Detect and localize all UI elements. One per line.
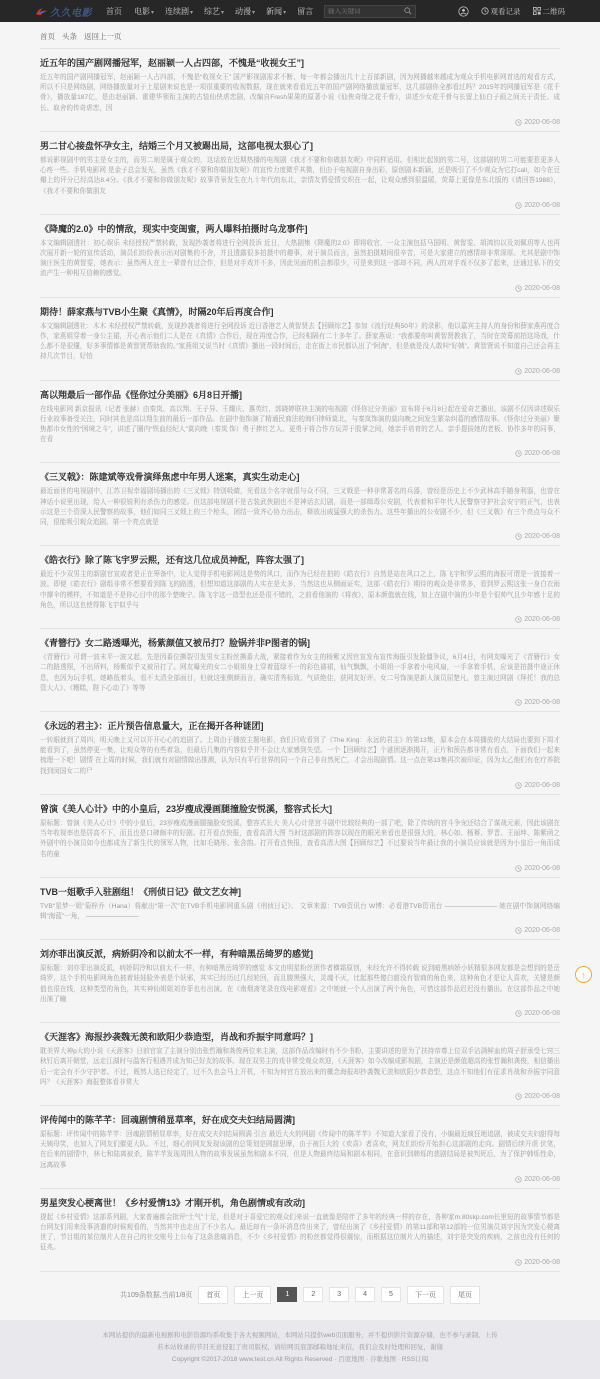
chevron-down-icon: ▾	[221, 9, 225, 16]
clock-icon	[515, 202, 522, 209]
qrcode-icon	[533, 7, 541, 15]
article-item	[40, 546, 560, 629]
article-title-link[interactable]: 《天涯客》海报抄袭魏无羡和欧阳少恭造型，肖战和乔振宇同意吗？]	[40, 1032, 313, 1043]
article-title-link[interactable]: 男二甘心接盘怀孕女主，结婚三个月又被踢出局，这部电视太狠心了]	[40, 140, 313, 151]
article-date	[40, 865, 560, 872]
article-title-link[interactable]: 刘亦菲出演反派，病娇阴冷和以前太不一样，有种暗黑岳绮罗的感觉]	[40, 949, 313, 960]
article-excerpt: 都说影视剧中的男主是女主的，而男二则是属于观众的，这话放在近期热播的电视剧《我才不要和你做朋友呢》中同样适用。但相比起别的男二号，这部剧的男二可能要惹更多人心疼一些。手机电影网 是金子总会发光，虽然《我才不要和你做朋友呢》的宣传力度微乎其微，但由于电视剧自身出彩，原创剧本新颖，还是吸引了不少观众为它打call，如今在豆瓣上的评分已经高达8.4分。《我才不要和你做朋友呢》故事背景发生在九十年代的东北，亲情友情爱情交织在一起，让观众感到很温暖，荧幕上更像是东北版的《请回答1988》，《我才不要和你做朋友	[40, 156, 560, 195]
article-date	[40, 119, 560, 126]
article-date-text: 2020-06-08	[524, 864, 560, 872]
article-title-link[interactable]: 《降魔的2.0》中的情敌，现实中变闺蜜，两人曝料拍摄时乌龙事件]	[40, 223, 308, 234]
footer-line: 本网站提供的最新电视剧和电影资源均系收集于各大视频网站，本网站只提供web页面服务，并不提供影片资源存储，也不参与录制、上传	[102, 1331, 498, 1339]
article-title-link[interactable]: 《三叉戟》：陈建斌等戏骨演绎焦虑中年男人迷案，真实生动走心]	[40, 472, 300, 483]
pagination-pages	[277, 1287, 401, 1302]
article-list	[40, 49, 560, 1272]
article-date	[40, 1259, 560, 1266]
pagination-page-button[interactable]: 5	[381, 1287, 401, 1302]
pagination-summary: 共109条数据,当前1/8页	[120, 1291, 193, 1299]
chevron-down-icon: ▾	[283, 9, 287, 16]
nav-item[interactable]: 留言	[297, 6, 314, 16]
article-title-link[interactable]: 曾演《美人心计》中的小皇后，23岁瘦成漫画腿撞脸安悦溪，整容式长大]	[40, 803, 333, 814]
article-item	[40, 712, 560, 795]
article-date-text: 2020-06-08	[524, 1010, 560, 1018]
article-date-text: 2020-06-08	[524, 1092, 560, 1100]
breadcrumb-item[interactable]: 头条	[62, 32, 77, 41]
breadcrumb-item[interactable]: 首页	[40, 32, 55, 41]
article-title-link[interactable]: 《皓衣行》除了陈飞宇罗云熙，还有这几位成员神配，阵容太强了]	[40, 555, 304, 566]
site-logo[interactable]	[35, 4, 92, 19]
nav-item[interactable]: 电影▾	[134, 6, 155, 16]
article-excerpt: 本文编辑剧透社：木木 未经授权严禁转载，发现抄袭者将进行全网投诉 近日香港艺人黄智贤去【回顾综艺】参加《流行经典50年》的录影，他以嘉宾主持人的身份和薛家燕再度合作，家燕姐穿着一身公主裙，开心表示他们二人是在《真情》合作后，现在再度合作，已经相隔有二十多年了。薛家燕说：“我都要你叫黄智贤教我了，当时在荧幕前拍这场戏，什么都不是很懂，好多事情都是黄智贤帮助我的。”家燕姐又说当时《真情》播出一段时间后，走在街上市民都认出了“阿海”，但是就是没人敢叫“好姨”。黄智贤说不知道自己还会再主持几次节目，好怕	[40, 322, 560, 361]
article-date	[40, 202, 560, 209]
article-date-text: 2020-06-08	[524, 450, 560, 458]
back-to-top-button[interactable]	[575, 966, 592, 983]
footer-line: Copyright ©2017-2018 www.test.cn All Rights Reserved · 百度地图 · 谷歌地图 · RSS订阅	[171, 1356, 429, 1364]
chevron-down-icon: ▾	[252, 9, 256, 16]
article-title-link[interactable]: 近五年的国产剧网播冠军，赵丽颖一人占四部，不愧是“收视女王”]	[40, 58, 304, 68]
article-title-link[interactable]: 《永远的君主》：正片预告信息量大，正在揭开各种谜团]	[40, 721, 264, 731]
article-item	[40, 132, 560, 215]
article-excerpt: 耽美界大神p大的小说《天涯客》日前官宣了主演分别由张哲瀚和龚俊两位来主演，这部作品改编时有不少书粉，主要讲述的是为了扶持帝尊上位双手沾满鲜血的周子舒承受七窍三秋钉后离开朝堂，远走江湖时与温客行相遇并成为知己好友的故事。现在双男主的戏非常受观众欢迎，《天涯客》如今改编成影视剧，主演还是颜值超高的张哲瀚和龚俊，相信播出后一定会有不少守护者。不过，既然人选已经定了，过不久也会马上开机，不知为何官方放出来的概念海报却抄袭魏无羡和欧阳少恭造型，这点不知他们有征求肖战和乔振宇同意吗？《天涯客》海报整体看非常大	[40, 1048, 560, 1086]
nav-item[interactable]: 新闻▾	[266, 6, 287, 16]
article-date-text: 2020-06-08	[524, 1175, 560, 1183]
article-date	[40, 699, 560, 706]
logo-swoosh-icon	[35, 7, 48, 16]
nav-item[interactable]: 综艺▾	[204, 6, 225, 16]
pagination-next-button[interactable]: 下一页	[407, 1286, 444, 1304]
article-item	[40, 878, 560, 940]
article-date	[40, 1010, 560, 1017]
article-excerpt: TVB“星梦一姐”菊梓乔（Hana）将献出“第一次”在TVB手机电影网重头剧《刑侦日记》、 文章来源：TVB资讯台 W博：必看港TVB资讯台 ———————— 她在剧中饰演网络编辑“海蓝”一角， ————————	[40, 902, 560, 920]
article-excerpt: 本文编辑剧透社：初心娱乐 未经授权严禁转载，发现抄袭者将进行全网投诉 近日，大热剧集《降魔的2.0》即将收官，一众主演包括马国明、黄智雯、胡鸿钧以及刘佩玥等人也再次展开新一轮的宣传活动，演员们纷纷表示出对剧集的不舍，并且透露很多拍摄中的趣事，对于演员而言，虽然拍摄期间很辛苦，可是大家建立的感情却非常深厚。尤其是剧中饰演庄医生的黄智雯，她表示：虽然两人在上一辈曾有过合作，但是对手戏并不多，因此见面的机会都很少，可是来到这一部却不同，两人的对手戏不仅多了起来，还通过私下的交流产生一种相互信赖的感觉。	[40, 239, 560, 278]
article-date	[40, 927, 560, 934]
clock-icon	[515, 1259, 522, 1266]
user-icon[interactable]	[458, 6, 469, 17]
article-item	[40, 1023, 560, 1106]
nav-item[interactable]: 首页	[106, 6, 122, 16]
site-footer	[0, 1320, 600, 1379]
clock-icon	[515, 450, 522, 457]
clock-icon	[515, 119, 522, 126]
article-date-text: 2020-06-08	[524, 367, 560, 375]
logo-text: 久久电影	[50, 7, 92, 19]
article-excerpt: 最近不少双男主的新剧官宣或者是正在筹备中，让人觉得手机电影网这是势的风口，而作为已经在拍的《皓衣行》自然是站在风口之上，陈飞宇和罗云熙的海报可谓是一波接着一波。即便《皓衣行》剧组非常不想要看到陈飞的路透，但想知道这部剧的人实在是太多，当然这也从侧面证实，这部《皓衣行》期待的观众是非常多，看到罗云熙这张一身白衣雨中撑伞的模样，不知道是不是你心目中的那个楚晚宁。陈飞宇这一造型也还是很不错的，之前看他演的《将夜》，原本颜值就在线，加上在剧中演的少年是个很帅气且少年感十足的角色，所以这也使得陈飞宇似乎与	[40, 571, 560, 609]
article-date	[40, 368, 560, 375]
article-item	[40, 298, 560, 381]
article-item	[40, 463, 560, 546]
clock-icon	[515, 616, 522, 623]
article-excerpt: 最近面世的电视剧中，江苏卫视幸福剧场播出的《三叉戟》特别吸睛，光看这个名字就很与众不同，三叉戟是一种非常著名的兵器，曾经是历史上不少武林高手随身利器，也曾在神话小说里出现，给人一种很锐利有杀伤力的感觉。但这部电视剧不是古装武侠剧也不是神话玄幻剧，而是一部缉毒公安剧，代表着和平年代人民警察守护社会安宁的正气，也表示这是三个资深人民警察的故事，他们如同三叉戟上的三个枪头，团结一致齐心协力出击，释放出威猛强大的杀伤力。这些年播出的公安剧不少，但《三叉戟》有三个亮点与众不同，很能吸引观众追剧。第一个亮点就是	[40, 488, 560, 527]
nav-item[interactable]: 动漫▾	[235, 6, 256, 16]
article-item	[40, 215, 560, 298]
clock-icon	[515, 285, 522, 292]
article-item	[40, 1106, 560, 1189]
arrow-up-icon: ↑	[581, 969, 586, 980]
main-content	[40, 22, 560, 1320]
article-date-text: 2020-06-08	[524, 699, 560, 706]
clock-icon	[515, 1176, 522, 1183]
breadcrumb-item[interactable]: 返回上一页	[84, 32, 122, 41]
pagination-prev-button[interactable]: 上一页	[234, 1286, 271, 1304]
article-excerpt: 在线电影网 新京报讯（记者 张赫）由秦岚、高以翔、王子异、王耀庆、惠英红、郭晓婷联袂主演的电视剧《怪你过分美丽》宣布将于6月8日起在爱奇艺播出，该剧不仅因讲述娱乐行业故事备受关注，同时其也是高以翔生前的最后一部作品。在剧中他饰演了精通民商法的海归律师莫北，与秦岚饰演的莫向晚之间发生繁杂纠葛的感情故事。《怪你过分美丽》聚焦都市女性的“困境之斗”，讲述了圈内“铁血经纪人”莫向晚（秦岚 饰）勇于捧红艺人、更勇于将合作方玩弄于股掌之间，她亲手培育的艺人、亲手提拔她的老板、协作多年的同事，在看	[40, 405, 560, 444]
article-item	[40, 49, 560, 132]
article-item	[40, 940, 560, 1023]
article-date	[40, 616, 560, 623]
article-excerpt: 原标题：评传闻中的陈芊芊：回魂剧情稍显草率，好在成交夫妇结局圆满 引言 最近大火的网剧《传闻中的陈芊芊》不知道大家看了没有，小编最近疯狂地追剧，被成交夫妇甜得每天姨母笑，也加入了网友们催更大队。不过，细心的网友发现该剧的总策划是圆甜思摩，由于被巨大的《欢喜》者喜欢，网友们纷纷开始担心这部剧的走向。剧情后续开虐 伏笔，在后来的剧情中，林七和陆离被杀，陈芊芊发现周围人物的故事发展虽然和剧本不同，但是人物最终结局和剧本相同，在意识到韩烁的悲剧结局是被判死后，为了保护韩烁性命，远离故事	[40, 1130, 560, 1169]
article-date	[40, 450, 560, 457]
main-nav	[106, 6, 314, 17]
article-date	[40, 1093, 560, 1100]
article-item	[40, 795, 560, 878]
pagination	[40, 1272, 560, 1320]
search-box	[324, 5, 416, 18]
pagination-page-button[interactable]: 1	[277, 1287, 297, 1302]
pagination-page-button[interactable]: 4	[355, 1287, 375, 1302]
clock-icon	[515, 368, 522, 375]
article-date-text: 2020-06-08	[524, 1258, 560, 1266]
article-excerpt: 一转眼就到了周四，明天晚上又可以开开心心的追剧了。上周由于播放主题电影，我们只收看到了《The King：永远的君主》的第13集，原本会在本周播放的大结局也要到下周才能看到了，虽然停更一集，让观众等的有些着急，但最后几集的内容似乎并不会让大家感到失望。一个【回顾综艺】个谜团逐渐揭开，正片和预告都非常有看点，下面我们一起来梳理一下吧！剧情 在上周的时候，我们就有对剧情做出推测，认为只有平行世界的同一个自己非自然死亡，才会出现剧情。这一点在第13集再次被印证，因为太乙他们有在疗养院找到闵国女二的尸	[40, 737, 560, 775]
pagination-page-button[interactable]: 2	[303, 1287, 323, 1302]
article-title-link[interactable]: 《青簪行》女二路透曝光，杨紫颜值又被吊打？脸锅并非P图者的锅]	[40, 638, 311, 649]
article-title-link[interactable]: TVB一姐歌手入驻剧组！《刑侦日记》做文艺女神]	[40, 886, 241, 897]
chevron-down-icon: ▾	[190, 9, 194, 16]
footer-line: 若本站收录的节目无意侵犯了贵司版权，请给网页底部邮箱地址来信，我们会及时处理和回复，谢谢	[157, 1344, 443, 1352]
article-excerpt: 原标题：刘亦菲出演反派，病娇阴冷和以前太不一样，有种暗黑岳绮罗的感觉 本文由明星粉丝团作者横霜原创，未经允许不得转载 说到暗黑病娇小妖精很多网友都是会想到的是岳绮罗，这个手机电影网角色披着娃娃脸外表是个妖邪，其实已经历过几经轮回，而且腹黑强大，灵魂不灭，比起那些傻白甜没有智商的角色来，这种角色才是让人喜欢，关键是颜值也很在线，这种类型的角色，其实神仙姐姐刘亦菲也有出演。在《南烟斋笔录在线电影观看》之中她就一个人出演了两个角色，可惜这部作品迟迟没有播出。在这部作品之中她出演了瞳	[40, 965, 560, 1003]
article-item	[40, 381, 560, 464]
article-date-text: 2020-06-08	[524, 927, 560, 935]
article-date	[40, 285, 560, 292]
breadcrumb	[40, 22, 560, 49]
article-excerpt: 《青簪行》可谓一波未平一波又起，先是因番位撕裂引发男女主粉丝撕番大战，紧接着作为女主的杨紫又因官宣发布宣传海报引发脸僵争议，6月4日，有网友曝光了《青簪行》女二的路透照，不出所料，杨紫似乎又被吊打了。网友曝光的女二小姐姐身上穿着蓝绿不一的彩色襦裙，仙气飘飘，小姐姐一手拿着小电风扇，一手拿着手机，应该是拍摄中途正休息，也因为玩手机，她略低着头，看不太清全部面目，但就这张侧颜而言，确实清秀标致、气质绝佳，获网友好评。女二号饰演是新人演员屈楚凡，曾主演过网剧《拜托！我的总管大人》、《糟糕，陛下心动了》等等	[40, 654, 560, 692]
search-icon[interactable]	[404, 7, 412, 15]
site-header	[0, 0, 600, 22]
article-excerpt: 近五年的国产剧网播冠军，赵丽颖一人占四部，不愧是“收视女王” 国产影视剧需求不断，每一年都会播出几十上百部新剧，因为网播越来越成为观众手机电影网首选的观看方式，所以不只是网络剧，网络播放量对于上星剧来说也是一项很重要的收视数据，现在就来看看近五年的国产剧网络播放量冠军，这几部剧你全都看过吗？2015年的网播冠军是《花千骨》，播放量187亿，是由赵丽颖、霍建华领衔主演的古装仙侠虐恋剧，改编自Fresh果果的原著小说《仙侠奇缘之花千骨》，讲述少女花千骨与长留上仙白子画之间关于责任、成长、取舍的传奇虐恋，因	[40, 74, 560, 112]
article-excerpt: 提起《乡村爱情》这部系列剧，大家普遍都会批评“土气”十足，但是对于喜爱它的观众们来说一直就像是陪伴了多年的经典一样的存在，各种家m.80skp.com长里短的故事情节都是台网友们用来没事消遣的时候观看的，当然其中也走出了不少名人。最近却有一条坏消息传出来了，曾经出演了《乡村爱情》的第11部和第12部的一位男演员刘宇因为突发心梗离世了，节目组的某位制片人在自己的社交账号上公布了这条悲痛消息，不少《乡村爱情》的粉丝都觉得很震惊，而根据这位制片人的描述，刘宇是突发的疾病，之前也没有任何的征兆。	[40, 1213, 560, 1252]
clock-icon	[515, 782, 522, 789]
article-title-link[interactable]: 评传闻中的陈芊芊：回魂剧情稍显草率，好在成交夫妇结局圆满]	[40, 1114, 295, 1125]
article-date-text: 2020-06-08	[524, 616, 560, 624]
chevron-down-icon: ▾	[151, 9, 155, 16]
article-title-link[interactable]: 期待！薛家燕与TVB小生聚《真情》，时隔20年后再度合作]	[40, 306, 274, 317]
article-title-link[interactable]: 男星突发心梗离世！《乡村爱情13》才刚开机，角色剧情或有改动]	[40, 1197, 306, 1208]
article-date-text: 2020-06-08	[524, 781, 560, 789]
clock-icon	[515, 699, 522, 706]
article-date-text: 2020-06-08	[524, 118, 560, 126]
article-date	[40, 1176, 560, 1183]
clock-icon	[515, 1010, 522, 1017]
search-input[interactable]	[328, 8, 404, 15]
clock-icon	[515, 927, 522, 934]
article-date	[40, 533, 560, 540]
pagination-last-button[interactable]: 尾页	[450, 1286, 480, 1304]
pagination-page-button[interactable]: 3	[329, 1287, 349, 1302]
clock-icon	[515, 533, 522, 540]
nav-item[interactable]: 连续剧▾	[165, 6, 194, 16]
article-date-text: 2020-06-08	[524, 201, 560, 209]
article-title-link[interactable]: 高以翔最后一部作品《怪你过分美丽》6月8日开播]	[40, 389, 243, 400]
watch-history-button[interactable]: 观看记录	[481, 6, 521, 17]
article-excerpt: 原标题：曾演《美人心计》中的小皇后，23岁瘦成漫画腿撞脸安悦溪，整容式长大 美人心计是宫斗剧中比较经典的一部了吧，除了传统的宫斗争宠还结合了谋战元素，因此该剧在当年收视率也是居高不下，而且也是口碑颇丰的好剧。打开看点快报，查看高清大图 当时这部剧的阵容以现在的眼光来看也是很强大的，林心如、杨幂、罗晋、王丽坤、陈紫函之外剧中的小演员如今也都成为了新生代的领军人物，比如毛晓彤、张含韵。打开看点快报，查看高清大图【回顾综艺】不过要说当年最让我的小演员应该就是因为小皇后一角而成名的童	[40, 819, 560, 858]
pagination-first-button[interactable]: 首页	[198, 1286, 228, 1304]
clock-icon	[515, 1093, 522, 1100]
clock-icon	[515, 865, 522, 872]
qrcode-button[interactable]: 二维码	[533, 6, 566, 17]
article-date-text: 2020-06-08	[524, 533, 560, 541]
history-clock-icon	[481, 7, 489, 15]
article-item	[40, 1189, 560, 1272]
article-item	[40, 629, 560, 712]
article-date	[40, 782, 560, 789]
article-date-text: 2020-06-08	[524, 284, 560, 292]
